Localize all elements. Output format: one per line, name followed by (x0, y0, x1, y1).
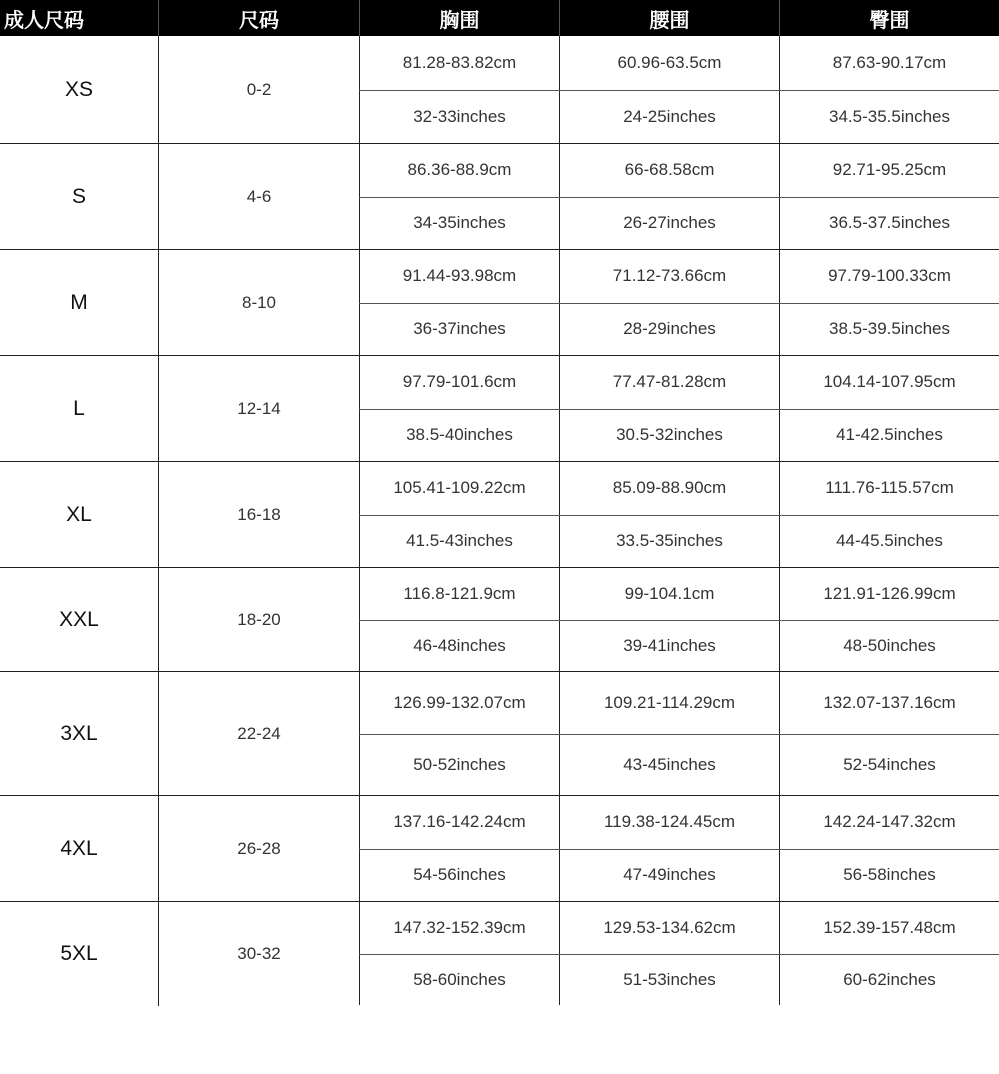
inches-row (359, 954, 999, 1006)
adult-size-cell: M (70, 290, 88, 314)
measurements (359, 672, 999, 795)
bust-cm-cell: 126.99-132.07cm (359, 672, 559, 734)
bust-inches-cell: 58-60inches (359, 955, 559, 1006)
adult-size-cell: 4XL (60, 836, 98, 860)
bust-cm-cell: 91.44-93.98cm (359, 250, 559, 303)
hip-inches-cell: 48-50inches (779, 621, 999, 672)
measurements (359, 250, 999, 355)
adult-size-cell: XS (64, 77, 93, 101)
header-bust: 胸围 (359, 0, 559, 36)
bust-inches-cell: 34-35inches (359, 198, 559, 250)
waist-cm-cell: 71.12-73.66cm (559, 250, 779, 303)
hip-cm-cell: 152.39-157.48cm (779, 902, 999, 954)
size-groups (0, 36, 999, 1006)
inches-row (359, 734, 999, 796)
cm-row (359, 36, 999, 90)
cm-row (359, 356, 999, 409)
bust-inches-cell: 32-33inches (359, 91, 559, 144)
cm-row (359, 568, 999, 620)
inches-row (359, 303, 999, 356)
bust-cm-cell: 147.32-152.39cm (359, 902, 559, 954)
waist-inches-cell: 30.5-32inches (559, 410, 779, 462)
waist-inches-cell: 39-41inches (559, 621, 779, 672)
hip-cm-cell: 111.76-115.57cm (779, 462, 999, 515)
size-group (0, 902, 999, 1006)
size-number-cell: 30-32 (158, 902, 359, 1006)
adult-size-cell: XXL (59, 607, 99, 631)
hip-cm-cell: 97.79-100.33cm (779, 250, 999, 303)
cm-row (359, 902, 999, 954)
measurements (359, 796, 999, 901)
size-number-cell: 4-6 (158, 144, 359, 249)
size-group (0, 144, 999, 250)
header-adult-size: 成人尺码 (4, 7, 84, 32)
hip-inches-cell: 44-45.5inches (779, 516, 999, 568)
waist-cm-cell: 66-68.58cm (559, 144, 779, 197)
size-number-cell: 16-18 (158, 462, 359, 567)
waist-cm-cell: 119.38-124.45cm (559, 796, 779, 849)
hip-inches-cell: 41-42.5inches (779, 410, 999, 462)
measurements (359, 356, 999, 461)
waist-cm-cell: 85.09-88.90cm (559, 462, 779, 515)
waist-inches-cell: 33.5-35inches (559, 516, 779, 568)
hip-inches-cell: 56-58inches (779, 850, 999, 902)
cm-row (359, 672, 999, 734)
size-number-cell: 12-14 (158, 356, 359, 461)
size-group (0, 36, 999, 144)
hip-cm-cell: 142.24-147.32cm (779, 796, 999, 849)
bust-cm-cell: 116.8-121.9cm (359, 568, 559, 620)
header-size-number: 尺码 (158, 0, 359, 36)
size-group (0, 568, 999, 672)
measurements (359, 568, 999, 671)
hip-inches-cell: 36.5-37.5inches (779, 198, 999, 250)
hip-inches-cell: 34.5-35.5inches (779, 91, 999, 144)
size-group (0, 250, 999, 356)
waist-cm-cell: 99-104.1cm (559, 568, 779, 620)
size-number-cell: 26-28 (158, 796, 359, 901)
size-number-cell: 22-24 (158, 672, 359, 795)
size-group (0, 796, 999, 902)
bust-cm-cell: 81.28-83.82cm (359, 36, 559, 90)
hip-inches-cell: 38.5-39.5inches (779, 304, 999, 356)
adult-size-cell: XL (66, 502, 92, 526)
inches-row (359, 409, 999, 462)
measurements (359, 902, 999, 1006)
size-number-cell: 0-2 (158, 36, 359, 143)
waist-inches-cell: 26-27inches (559, 198, 779, 250)
waist-cm-cell: 60.96-63.5cm (559, 36, 779, 90)
inches-row (359, 849, 999, 902)
size-number-cell: 8-10 (158, 250, 359, 355)
hip-cm-cell: 132.07-137.16cm (779, 672, 999, 734)
waist-inches-cell: 24-25inches (559, 91, 779, 144)
waist-cm-cell: 77.47-81.28cm (559, 356, 779, 409)
bust-inches-cell: 38.5-40inches (359, 410, 559, 462)
inches-row (359, 197, 999, 250)
bust-inches-cell: 41.5-43inches (359, 516, 559, 568)
bust-cm-cell: 97.79-101.6cm (359, 356, 559, 409)
hip-cm-cell: 92.71-95.25cm (779, 144, 999, 197)
waist-cm-cell: 129.53-134.62cm (559, 902, 779, 954)
waist-inches-cell: 51-53inches (559, 955, 779, 1006)
cm-row (359, 462, 999, 515)
waist-cm-cell: 109.21-114.29cm (559, 672, 779, 734)
bust-cm-cell: 105.41-109.22cm (359, 462, 559, 515)
adult-size-cell: S (71, 184, 86, 208)
hip-inches-cell: 60-62inches (779, 955, 999, 1006)
header-waist: 腰围 (559, 0, 779, 36)
inches-row (359, 515, 999, 568)
size-group (0, 356, 999, 462)
bust-inches-cell: 50-52inches (359, 735, 559, 796)
bust-inches-cell: 36-37inches (359, 304, 559, 356)
cm-row (359, 796, 999, 849)
waist-inches-cell: 43-45inches (559, 735, 779, 796)
bust-inches-cell: 54-56inches (359, 850, 559, 902)
size-group (0, 672, 999, 796)
header-hip: 臀围 (779, 0, 999, 36)
waist-inches-cell: 47-49inches (559, 850, 779, 902)
header-row (0, 0, 999, 36)
inches-row (359, 620, 999, 672)
adult-size-cell: 5XL (60, 942, 98, 965)
size-group (0, 462, 999, 568)
measurements (359, 144, 999, 249)
hip-cm-cell: 104.14-107.95cm (779, 356, 999, 409)
inches-row (359, 90, 999, 144)
hip-inches-cell: 52-54inches (779, 735, 999, 796)
adult-size-cell: 3XL (60, 721, 98, 745)
measurements (359, 462, 999, 567)
waist-inches-cell: 28-29inches (559, 304, 779, 356)
bust-inches-cell: 46-48inches (359, 621, 559, 672)
bust-cm-cell: 86.36-88.9cm (359, 144, 559, 197)
adult-size-cell: L (73, 396, 85, 420)
hip-cm-cell: 87.63-90.17cm (779, 36, 999, 90)
hip-cm-cell: 121.91-126.99cm (779, 568, 999, 620)
cm-row (359, 250, 999, 303)
cm-row (359, 144, 999, 197)
measurements (359, 36, 999, 143)
size-number-cell: 18-20 (158, 568, 359, 671)
bust-cm-cell: 137.16-142.24cm (359, 796, 559, 849)
